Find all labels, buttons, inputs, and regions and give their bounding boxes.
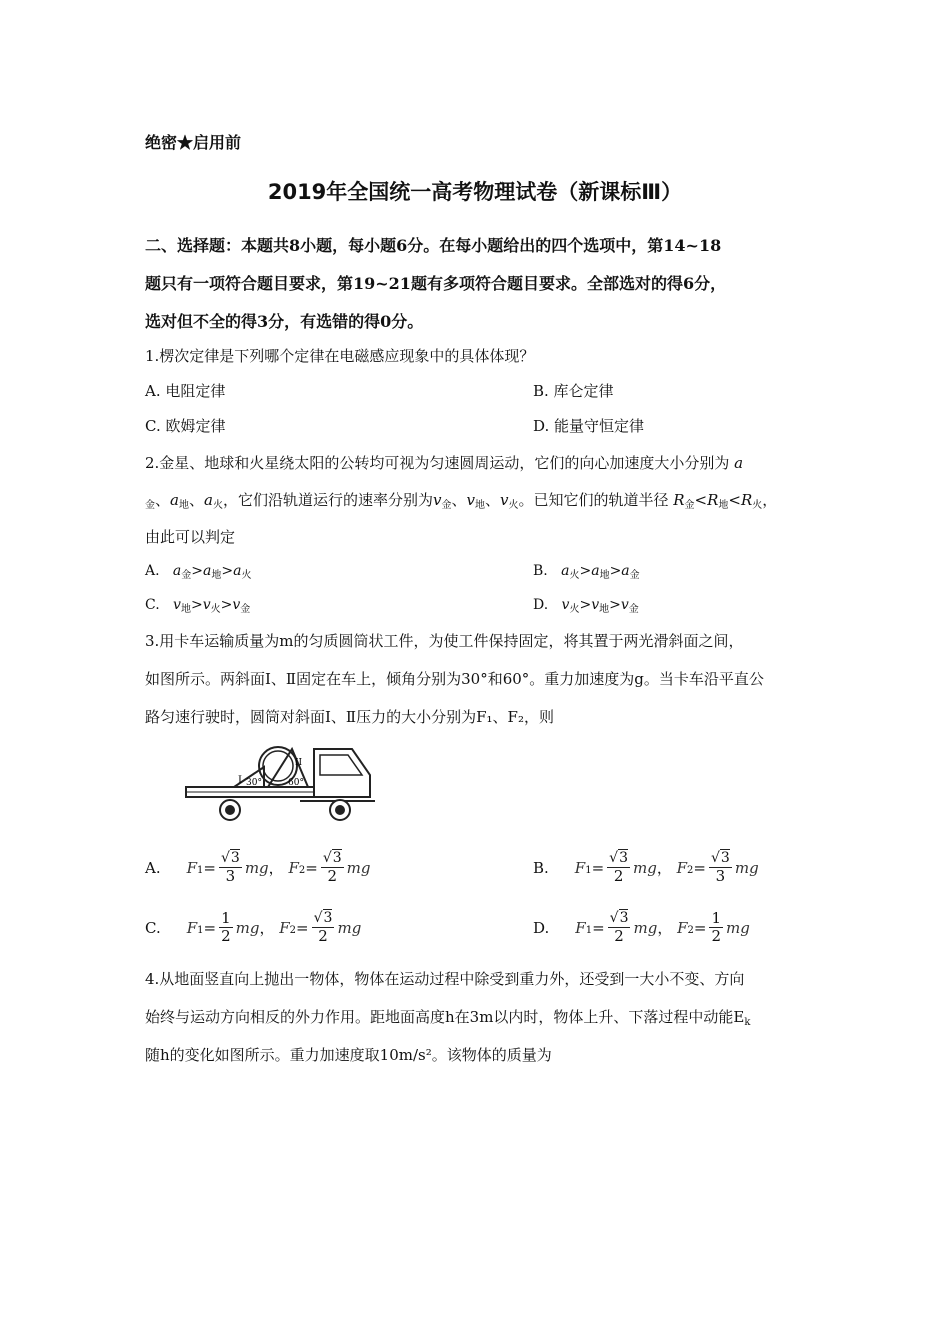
q1-option-c: C. 欧姆定律 <box>145 417 226 435</box>
q1-stem: 1.楞次定律是下列哪个定律在电磁感应现象中的具体体现？ <box>145 347 535 365</box>
section-line-2: 题只有一项符合题目要求，第19~21题有多项符合题目要求。全部选对的得6分， <box>145 274 727 293</box>
q2-line-3: 由此可以判定 <box>145 528 236 546</box>
truck-figure <box>180 735 380 830</box>
secret-label: 绝密★启用前 <box>145 133 242 152</box>
q3-option-b: B. F 1 = $\frac{√3}{2}$ mg ， F 2 = $\frac{√3}{3}$ mg <box>533 850 759 885</box>
q1-option-b: B. 库仑定律 <box>533 382 614 400</box>
section-line-3: 选对但不全的得3分，有选错的得0分。 <box>145 312 424 331</box>
q3-option-a: A. F 1 = $\frac{√3}{3}$ mg ， F 2 = $\frac{√3}{2}$ mg <box>145 850 371 885</box>
page-title: 2019年全国统一高考物理试卷（新课标Ⅲ） <box>267 180 683 204</box>
label-incline-1: I <box>238 775 242 786</box>
q3-line-1: 3.用卡车运输质量为m的匀质圆筒状工件，为使工件保持固定，将其置于两光滑斜面之间， <box>145 632 744 650</box>
q3-option-c: C. F 1 = $\frac{1}{2}$ mg ， F 2 = $\frac{√3}{2}$ mg <box>145 909 362 945</box>
q4-line-1: 4.从地面竖直向上抛出一物体，物体在运动过程中除受到重力外，还受到一大小不变、方向 <box>145 970 745 988</box>
q2-option-d: D. $v_火>v_地>v_金$ <box>533 597 639 615</box>
q2-option-b: B. $a_火>a_地>a_金$ <box>533 563 640 581</box>
section-line-1: 二、选择题：本题共8小题，每小题6分。在每小题给出的四个选项中，第14~18 <box>145 236 722 255</box>
q3-option-d: D. F 1 = $\frac{√3}{2}$ mg ， F 2 = $\frac{1}{2}$ mg <box>533 909 750 945</box>
label-angle-30: 30° <box>246 778 262 788</box>
q4-line-2: 始终与运动方向相反的外力作用。距地面高度h在3m以内时，物体上升、下落过程中动能$E_k$ <box>145 1008 751 1028</box>
q1-option-a: A. 电阻定律 <box>145 382 226 400</box>
q2-option-a: A. $a_金>a_地>a_火$ <box>145 563 252 581</box>
truck-cab <box>314 749 370 797</box>
label-incline-2: II <box>295 758 303 768</box>
q2-line-1: 2.金星、地球和火星绕太阳的公转均可视为匀速圆周运动，它们的向心加速度大小分别为 a <box>145 454 744 472</box>
q4-line-3: 随h的变化如图所示。重力加速度取10m/s²。该物体的质量为 <box>145 1046 552 1064</box>
q3-line-2: 如图所示。两斜面Ⅰ、Ⅱ固定在车上，倾角分别为30°和60°。重力加速度为g。当卡车沿平直公 <box>145 670 764 688</box>
q1-option-d: D. 能量守恒定律 <box>533 417 645 435</box>
q3-line-3: 路匀速行驶时，圆筒对斜面Ⅰ、Ⅱ压力的大小分别为F₁、F₂，则 <box>145 708 554 726</box>
label-angle-60: 60° <box>288 778 304 788</box>
q2-option-c: C. $v_地>v_火>v_金$ <box>145 597 251 615</box>
q2-line-2: $_金$、$a_地$、$a_火$，它们沿轨道运行的速率分别为$v_金$、$v_地$、$v_火$。已知它们的轨道半径 $R_金<R_地<R_火$， <box>145 491 778 511</box>
